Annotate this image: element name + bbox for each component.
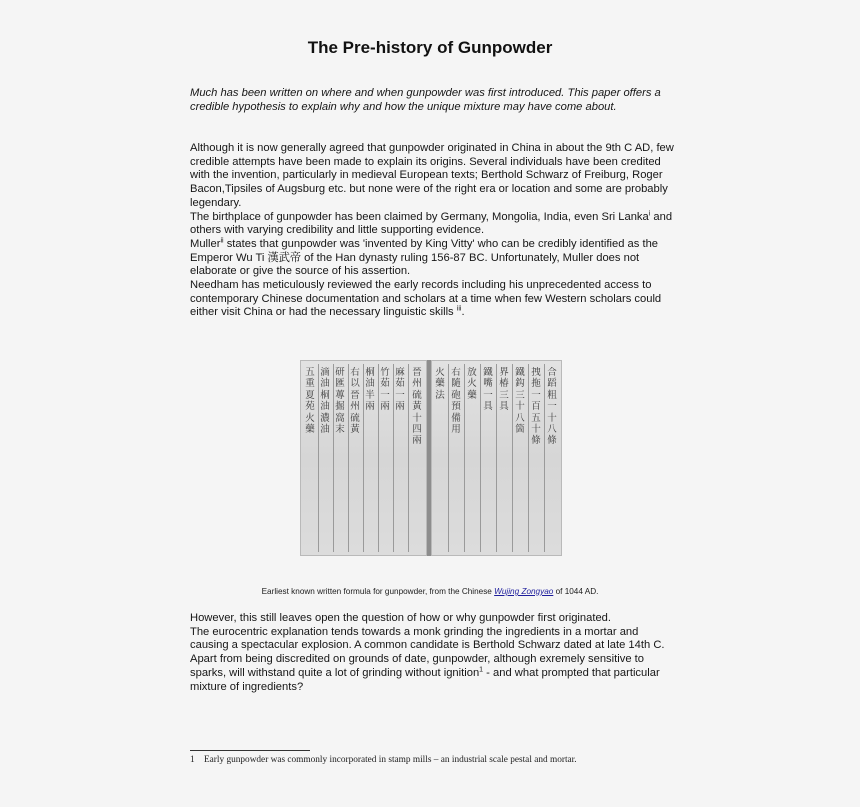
right-column-text: 右隨砲預備用 xyxy=(451,367,461,436)
left-page xyxy=(300,360,427,556)
wujing-zongyao-image xyxy=(300,360,562,556)
wujing-zongyao-link[interactable]: Wujing Zongyao xyxy=(494,587,554,596)
footnote-number: 1 xyxy=(190,755,195,765)
paragraph-7-text: Apart from being discredited on grounds of date, gunpowder, although exremely sensitive to sparks, will withstand quite a lot of grinding without ignition xyxy=(190,653,644,679)
reference-iii: iii xyxy=(456,305,462,313)
paragraph-7-text-end: - and what prompted that particular mixture of ingredients? xyxy=(190,666,660,693)
paragraph-2-text-end: and others with varying credibility and little supporting evidence. xyxy=(190,210,673,237)
left-column-text: 麻茹一兩 xyxy=(395,367,405,413)
body-section-2 xyxy=(190,612,675,694)
paragraph-2-text: The birthplace of gunpowder has been claimed by Germany, Mongolia, India, even Sri Lanka xyxy=(190,210,649,223)
paragraph-1: Although it is now generally agreed that gunpowder originated in China in about the 9th C AD, few credible attempts have been made to explain its origins. Several individuals have been credited with the invention, particularly in medieval European texts; Berthold Schwarz of Freiburg, Roger Bacon,Tipsiles of Augsburg etc. but none were of the right era or location and some are probably legendary. xyxy=(190,142,674,209)
right-column-text: 火藥法 xyxy=(435,367,445,401)
left-column-text: 研匯蓴掘窩末 xyxy=(335,367,345,436)
footnote-divider xyxy=(190,750,310,751)
paragraph-5: However, this still leaves open the question of how or why gunpowder first originated. xyxy=(190,612,612,624)
figure-caption xyxy=(0,586,860,597)
left-column-text: 竹茹一兩 xyxy=(380,367,390,413)
caption-text: Earliest known written formula for gunpowder, from the Chinese xyxy=(261,587,495,596)
right-column-text: 放火藥 xyxy=(467,367,477,401)
right-column-text: 界椿三具 xyxy=(499,367,509,413)
left-column-text: 晉州硫黃十四兩 xyxy=(412,367,422,447)
paragraph-4-end: . xyxy=(461,306,465,319)
footnote-reference-1: 1 xyxy=(479,666,484,674)
reference-i: i xyxy=(648,209,651,217)
paragraph-6: The eurocentric explanation tends towards a monk grinding the ingredients in a mortar and causing a spectacular explosion. A common candidate is Berthold Schwarz dated at late 14th C. xyxy=(190,625,665,652)
paragraph-3 xyxy=(190,238,675,279)
caption-text-end: of 1044 AD. xyxy=(553,587,599,596)
right-page xyxy=(431,360,562,556)
paragraph-7 xyxy=(190,653,675,694)
reference-ii: ii xyxy=(220,237,224,245)
intro-text: Much has been written on where and when gunpowder was first introduced. This paper offers a credible hypothesis to explain why and how the unique mixture may have come about. xyxy=(190,87,661,113)
paragraph-3-text: states that gunpowder was 'invented by King Vitty' who can be credibly identified as the Emperor Wu Ti 漢武帝 of the Han dynasty ruling 156-87 BC. Unfortunately, Muller does not elaborate or give the source of his assertion. xyxy=(190,237,659,278)
right-column-text: 鐵嘴一具 xyxy=(483,367,493,413)
body-section-1 xyxy=(190,142,675,320)
paragraph-4-text: Needham has meticulously reviewed the early records including his unprecedented access to contemporary Chinese documentation and scholars at a time when few Western scholars could either visit China or had the necessary linguistic skills xyxy=(190,279,662,319)
paragraph-4 xyxy=(190,279,675,320)
footnote xyxy=(190,754,690,766)
document-title: The Pre-history of Gunpowder xyxy=(307,38,553,57)
footnote-text: Early gunpowder was commonly incorporated in stamp mills – an industrial scale pestal and mortar. xyxy=(204,755,577,765)
left-column-text: 五重夏苑火藥 xyxy=(305,367,315,436)
right-column-text: 鐵鈎三十八箇 xyxy=(515,367,525,436)
intro-paragraph xyxy=(190,87,675,114)
left-column-text: 桐油半兩 xyxy=(365,367,375,413)
right-column-text: 拽拖一百五十條 xyxy=(531,367,541,447)
left-column-text: 滴油桐油濃油 xyxy=(320,367,330,436)
left-column-text: 右以晉州硫黃 xyxy=(350,367,360,436)
paragraph-3-author: Muller xyxy=(190,237,221,250)
paragraph-2 xyxy=(190,211,675,238)
right-column-text: 合蹈粗一十八條 xyxy=(547,367,557,447)
